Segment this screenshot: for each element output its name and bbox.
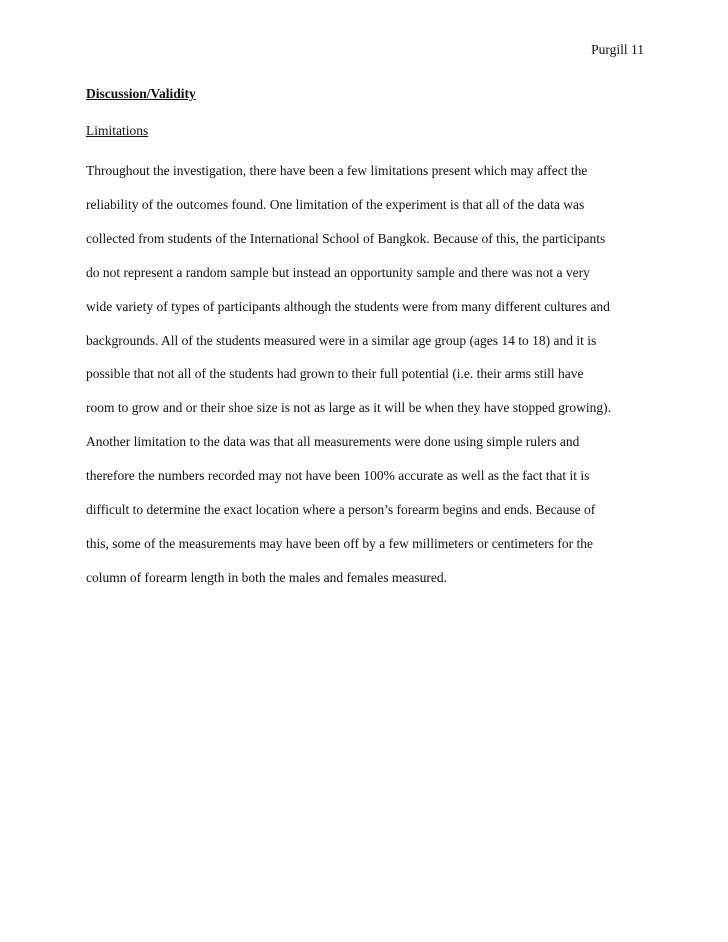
paragraph-line: backgrounds. All of the students measured were in a similar age group (ages 14 to 18) and it is	[86, 332, 597, 348]
paragraph-line: do not represent a random sample but instead an opportunity sample and there was not a very	[86, 264, 590, 280]
paragraph-line: possible that not all of the students had grown to their full potential (i.e. their arms still have	[86, 366, 584, 382]
paragraph-line: collected from students of the International School of Bangkok. Because of this, the participants	[86, 230, 606, 246]
section-heading: Discussion/Validity	[86, 86, 196, 101]
paragraph-line: wide variety of types of participants although the students were from many different cultures and	[86, 298, 610, 314]
paragraph-line: column of forearm length in both the males and females measured.	[86, 569, 448, 585]
paragraph-line: difficult to determine the exact location where a person’s forearm begins and ends. Because of	[86, 502, 596, 518]
paragraph-line: reliability of the outcomes found. One limitation of the experiment is that all of the data was	[86, 196, 585, 212]
body-paragraph	[86, 154, 646, 595]
subsection-heading: Limitations	[86, 123, 149, 138]
paragraph-line: room to grow and or their shoe size is not as large as it will be when they have stopped growing).	[86, 400, 612, 416]
running-head: Purgill 11	[591, 42, 644, 57]
paragraph-line: therefore the numbers recorded may not have been 100% accurate as well as the fact that it is	[86, 468, 590, 484]
paragraph-line: Throughout the investigation, there have been a few limitations present which may affect the	[86, 163, 588, 178]
paragraph-line: Another limitation to the data was that all measurements were done using simple rulers and	[86, 434, 580, 450]
paragraph-line: this, some of the measurements may have been off by a few millimeters or centimeters for the	[86, 535, 593, 551]
